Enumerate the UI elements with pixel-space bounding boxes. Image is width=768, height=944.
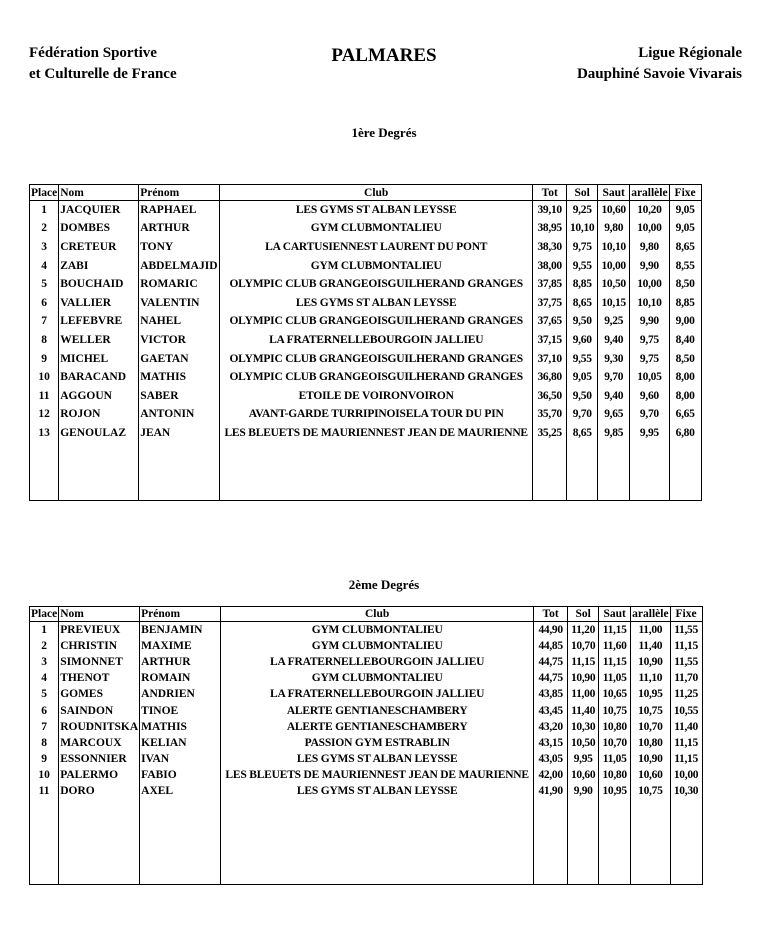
cell-sol: 8,65 [567,293,598,312]
cell-sol: 9,05 [567,368,598,387]
cell-saut: 9,25 [598,312,630,331]
cell-sol: 10,30 [568,719,599,735]
cell-prenom: ROMARIC [139,275,220,294]
cell-club: LA FRATERNELLEBOURGOIN JALLIEU [221,686,534,702]
cell-nom: ZABI [59,256,139,275]
cell-tot: 41,90 [534,783,568,799]
cell-parallele: 9,90 [630,256,669,275]
empty-cell [631,800,670,885]
cell-place: 9 [30,751,59,767]
cell-parallele: 9,95 [630,424,669,443]
league-line-2: Dauphiné Savoie Vivarais [576,66,742,82]
cell-sol: 9,55 [567,349,598,368]
empty-cell [30,442,59,500]
cell-place: 6 [30,702,59,718]
cell-saut: 9,40 [598,386,630,405]
cell-tot: 37,75 [533,293,567,312]
cell-nom: VALLIER [59,293,139,312]
table-row [30,424,702,443]
empty-cell [599,800,631,885]
cell-nom: BOUCHAID [59,275,139,294]
table-row [30,622,703,638]
empty-cell [59,442,139,500]
column-header-parallele: arallèle [631,186,668,199]
cell-saut: 11,05 [599,670,631,686]
table-row [30,219,702,238]
cell-place: 4 [30,256,59,275]
cell-fixe: 8,40 [669,331,701,350]
cell-nom: GENOULAZ [59,424,139,443]
cell-tot: 43,45 [534,702,568,718]
column-header-parallele: arallèle [632,608,669,620]
cell-saut: 10,50 [598,275,630,294]
table-row [30,767,703,783]
cell-prenom: BENJAMIN [140,622,221,638]
cell-sol: 11,15 [568,654,599,670]
cell-prenom: ANDRIEN [140,686,221,702]
cell-parallele: 11,00 [631,622,670,638]
cell-parallele: 10,70 [631,719,670,735]
cell-sol: 10,50 [568,735,599,751]
empty-cell [567,442,598,500]
cell-sol: 10,70 [568,638,599,654]
cell-place: 1 [30,622,59,638]
cell-parallele: 10,00 [630,275,669,294]
cell-club: GYM CLUBMONTALIEU [221,670,534,686]
league-name [577,43,742,85]
table-row [30,686,703,702]
cell-place: 8 [30,331,59,350]
cell-fixe: 8,00 [669,386,701,405]
cell-sol: 9,55 [567,256,598,275]
cell-nom: AGGOUN [59,386,139,405]
cell-prenom: NAHEL [139,312,220,331]
cell-place: 9 [30,349,59,368]
cell-nom: ESSONNIER [59,751,140,767]
cell-saut: 10,10 [598,238,630,257]
cell-parallele: 11,10 [631,670,670,686]
cell-tot: 37,10 [533,349,567,368]
cell-saut: 10,65 [599,686,631,702]
header-row [30,607,703,622]
cell-sol: 9,50 [567,386,598,405]
cell-parallele: 10,75 [631,783,670,799]
cell-fixe: 10,55 [670,702,702,718]
empty-cell [568,800,599,885]
cell-place: 6 [30,293,59,312]
cell-tot: 44,75 [534,670,568,686]
cell-nom: SIMONNET [59,654,140,670]
cell-sol: 10,10 [567,219,598,238]
cell-sol: 11,00 [568,686,599,702]
cell-saut: 11,05 [599,751,631,767]
empty-cell [220,442,533,500]
cell-parallele: 9,80 [630,238,669,257]
cell-saut: 10,75 [599,702,631,718]
table-row [30,238,702,257]
cell-place: 13 [30,424,59,443]
cell-fixe: 8,85 [669,293,701,312]
cell-tot: 38,95 [533,219,567,238]
cell-sol: 9,90 [568,783,599,799]
column-header-saut: Saut [599,607,631,622]
cell-place: 2 [30,219,59,238]
cell-club: GYM CLUBMONTALIEU [221,638,534,654]
cell-nom: THENOT [59,670,140,686]
empty-cell [534,800,568,885]
cell-place: 7 [30,312,59,331]
cell-nom: ROJON [59,405,139,424]
cell-nom: JACQUIER [59,201,139,220]
empty-cell [30,800,59,885]
cell-saut: 9,80 [598,219,630,238]
cell-saut: 10,00 [598,256,630,275]
section-title-2: 2ème Degrés [348,577,420,592]
cell-tot: 44,85 [534,638,568,654]
cell-parallele: 11,40 [631,638,670,654]
cell-place: 4 [30,670,59,686]
cell-parallele: 10,75 [631,702,670,718]
cell-club: LES BLEUETS DE MAURIENNEST JEAN DE MAURIENNE [220,424,533,443]
cell-saut: 11,15 [599,622,631,638]
cell-prenom: ABDELMAJID [139,256,220,275]
league-line-1: Ligue Régionale [638,45,742,61]
cell-sol: 9,95 [568,751,599,767]
empty-cell [140,800,221,885]
cell-club: LES BLEUETS DE MAURIENNEST JEAN DE MAURIENNE [221,767,534,783]
empty-cell [598,442,630,500]
cell-place: 11 [30,783,59,799]
cell-sol: 11,40 [568,702,599,718]
cell-sol: 11,20 [568,622,599,638]
cell-saut: 9,65 [598,405,630,424]
table-row [30,735,703,751]
cell-prenom: ARTHUR [139,219,220,238]
cell-prenom: MATHIS [140,719,221,735]
cell-club: LES GYMS ST ALBAN LEYSSE [220,201,533,220]
cell-club: LA FRATERNELLEBOURGOIN JALLIEU [221,654,534,670]
cell-prenom: AXEL [140,783,221,799]
cell-parallele: 10,90 [631,751,670,767]
cell-nom: SAINDON [59,702,140,718]
cell-sol: 10,60 [568,767,599,783]
cell-parallele: 9,60 [630,386,669,405]
cell-prenom: MATHIS [139,368,220,387]
cell-prenom: IVAN [140,751,221,767]
empty-cell [670,800,702,885]
cell-nom: DORO [59,783,140,799]
table-row [30,275,702,294]
cell-fixe: 8,00 [669,368,701,387]
cell-tot: 44,90 [534,622,568,638]
table-row [30,256,702,275]
column-header-place: Place [31,608,58,620]
section-title-1: 1ère Degrés [351,125,417,140]
cell-club: LA CARTUSIENNEST LAURENT DU PONT [220,238,533,257]
table-row [30,670,703,686]
cell-prenom: SABER [139,386,220,405]
cell-fixe: 8,55 [669,256,701,275]
column-header-tot: Tot [534,607,568,622]
cell-club: AVANT-GARDE TURRIPINOISELA TOUR DU PIN [220,405,533,424]
cell-tot: 43,20 [534,719,568,735]
table-row [30,654,703,670]
table-row [30,368,702,387]
cell-place: 7 [30,719,59,735]
cell-prenom: ARTHUR [140,654,221,670]
empty-filler-row [30,442,702,500]
table-row [30,405,702,424]
results-table-1ere-degres [29,184,702,501]
table-row [30,312,702,331]
cell-saut: 10,95 [599,783,631,799]
column-header-nom: Nom [59,185,139,201]
column-header-sol: Sol [567,185,598,201]
cell-tot: 38,00 [533,256,567,275]
cell-parallele: 10,10 [630,293,669,312]
cell-place: 3 [30,654,59,670]
empty-cell [139,442,220,500]
cell-place: 10 [30,767,59,783]
cell-parallele: 9,75 [630,331,669,350]
column-header-fixe: Fixe [670,607,702,622]
cell-prenom: TINOE [140,702,221,718]
header-row [30,185,702,201]
cell-fixe: 10,00 [670,767,702,783]
column-header-sol: Sol [568,607,599,622]
column-header-club: Club [220,185,533,201]
cell-fixe: 6,80 [669,424,701,443]
cell-club: OLYMPIC CLUB GRANGEOISGUILHERAND GRANGES [220,349,533,368]
cell-place: 3 [30,238,59,257]
cell-nom: GOMES [59,686,140,702]
cell-club: LA FRATERNELLEBOURGOIN JALLIEU [220,331,533,350]
column-header-tot: Tot [533,185,567,201]
cell-tot: 39,10 [533,201,567,220]
cell-parallele: 10,00 [630,219,669,238]
federation-line-1: Fédération Sportive [29,45,157,61]
cell-tot: 38,30 [533,238,567,257]
page-title: PALMARES [331,45,437,66]
federation-line-2: et Culturelle de France [29,66,177,82]
cell-fixe: 8,65 [669,238,701,257]
cell-tot: 44,75 [534,654,568,670]
cell-parallele: 9,90 [630,312,669,331]
column-header-fixe: Fixe [669,185,701,201]
cell-place: 10 [30,368,59,387]
cell-parallele: 10,95 [631,686,670,702]
cell-sol: 9,70 [567,405,598,424]
table-row [30,386,702,405]
cell-nom: PALERMO [59,767,140,783]
table-row [30,331,702,350]
cell-tot: 43,05 [534,751,568,767]
cell-prenom: MAXIME [140,638,221,654]
cell-tot: 35,25 [533,424,567,443]
cell-saut: 9,70 [598,368,630,387]
cell-fixe: 11,15 [670,735,702,751]
cell-nom: DOMBES [59,219,139,238]
cell-place: 2 [30,638,59,654]
cell-club: ALERTE GENTIANESCHAMBERY [221,719,534,735]
cell-tot: 43,15 [534,735,568,751]
cell-club: GYM CLUBMONTALIEU [221,622,534,638]
cell-nom: CRETEUR [59,238,139,257]
cell-prenom: ANTONIN [139,405,220,424]
cell-fixe: 9,05 [669,219,701,238]
cell-prenom: KELIAN [140,735,221,751]
cell-tot: 37,65 [533,312,567,331]
cell-club: PASSION GYM ESTRABLIN [221,735,534,751]
empty-cell [221,800,534,885]
empty-cell [630,442,669,500]
cell-prenom: TONY [139,238,220,257]
cell-saut: 10,70 [599,735,631,751]
cell-tot: 36,80 [533,368,567,387]
cell-prenom: GAETAN [139,349,220,368]
column-header-place: Place [31,186,58,199]
cell-fixe: 9,05 [669,201,701,220]
cell-sol: 9,75 [567,238,598,257]
table-row [30,349,702,368]
cell-club: ETOILE DE VOIRONVOIRON [220,386,533,405]
cell-tot: 35,70 [533,405,567,424]
cell-nom: WELLER [59,331,139,350]
cell-nom: MICHEL [59,349,139,368]
cell-fixe: 11,25 [670,686,702,702]
table-row [30,293,702,312]
cell-place: 1 [30,201,59,220]
cell-nom: ROUDNITSKA [59,719,140,735]
cell-sol: 9,25 [567,201,598,220]
cell-parallele: 10,20 [630,201,669,220]
cell-nom: PREVIEUX [59,622,140,638]
column-header-club: Club [221,607,534,622]
cell-prenom: FABIO [140,767,221,783]
cell-nom: CHRISTIN [59,638,140,654]
cell-fixe: 11,40 [670,719,702,735]
cell-parallele: 9,70 [630,405,669,424]
results-table-2eme-degres [29,606,703,885]
cell-nom: BARACAND [59,368,139,387]
cell-sol: 8,85 [567,275,598,294]
cell-club: GYM CLUBMONTALIEU [220,219,533,238]
cell-fixe: 11,55 [670,622,702,638]
cell-prenom: ROMAIN [140,670,221,686]
cell-place: 5 [30,686,59,702]
table-row [30,702,703,718]
cell-fixe: 11,15 [670,751,702,767]
cell-club: LES GYMS ST ALBAN LEYSSE [221,783,534,799]
cell-fixe: 11,70 [670,670,702,686]
cell-parallele: 10,60 [631,767,670,783]
cell-sol: 8,65 [567,424,598,443]
cell-saut: 10,15 [598,293,630,312]
empty-cell [669,442,701,500]
cell-club: ALERTE GENTIANESCHAMBERY [221,702,534,718]
cell-fixe: 6,65 [669,405,701,424]
cell-tot: 37,85 [533,275,567,294]
cell-saut: 11,60 [599,638,631,654]
table-row [30,719,703,735]
cell-club: LES GYMS ST ALBAN LEYSSE [221,751,534,767]
cell-fixe: 8,50 [669,349,701,368]
column-header-prenom: Prénom [139,185,220,201]
column-header-prenom: Prénom [140,607,221,622]
cell-saut: 10,80 [599,719,631,735]
cell-saut: 10,80 [599,767,631,783]
cell-tot: 37,15 [533,331,567,350]
cell-place: 5 [30,275,59,294]
cell-fixe: 11,15 [670,638,702,654]
table-row [30,638,703,654]
cell-fixe: 11,55 [670,654,702,670]
cell-tot: 36,50 [533,386,567,405]
cell-club: OLYMPIC CLUB GRANGEOISGUILHERAND GRANGES [220,312,533,331]
cell-prenom: RAPHAEL [139,201,220,220]
table-row [30,783,703,799]
cell-prenom: JEAN [139,424,220,443]
cell-parallele: 10,05 [630,368,669,387]
cell-club: LES GYMS ST ALBAN LEYSSE [220,293,533,312]
cell-saut: 11,15 [599,654,631,670]
cell-nom: LEFEBVRE [59,312,139,331]
cell-fixe: 9,00 [669,312,701,331]
cell-sol: 9,60 [567,331,598,350]
cell-club: OLYMPIC CLUB GRANGEOISGUILHERAND GRANGES [220,275,533,294]
column-header-nom: Nom [59,607,140,622]
table-row [30,751,703,767]
cell-prenom: VALENTIN [139,293,220,312]
cell-club: GYM CLUBMONTALIEU [220,256,533,275]
empty-cell [533,442,567,500]
cell-saut: 10,60 [598,201,630,220]
cell-tot: 42,00 [534,767,568,783]
cell-place: 8 [30,735,59,751]
cell-saut: 9,85 [598,424,630,443]
cell-place: 12 [30,405,59,424]
empty-filler-row [30,800,703,885]
cell-parallele: 10,90 [631,654,670,670]
cell-saut: 9,30 [598,349,630,368]
cell-parallele: 10,80 [631,735,670,751]
cell-saut: 9,40 [598,331,630,350]
column-header-saut: Saut [598,185,630,201]
cell-club: OLYMPIC CLUB GRANGEOISGUILHERAND GRANGES [220,368,533,387]
cell-parallele: 9,75 [630,349,669,368]
empty-cell [59,800,140,885]
cell-fixe: 8,50 [669,275,701,294]
cell-prenom: VICTOR [139,331,220,350]
cell-nom: MARCOUX [59,735,140,751]
table-row [30,201,702,220]
cell-sol: 9,50 [567,312,598,331]
cell-tot: 43,85 [534,686,568,702]
cell-place: 11 [30,386,59,405]
cell-sol: 10,90 [568,670,599,686]
cell-fixe: 10,30 [670,783,702,799]
